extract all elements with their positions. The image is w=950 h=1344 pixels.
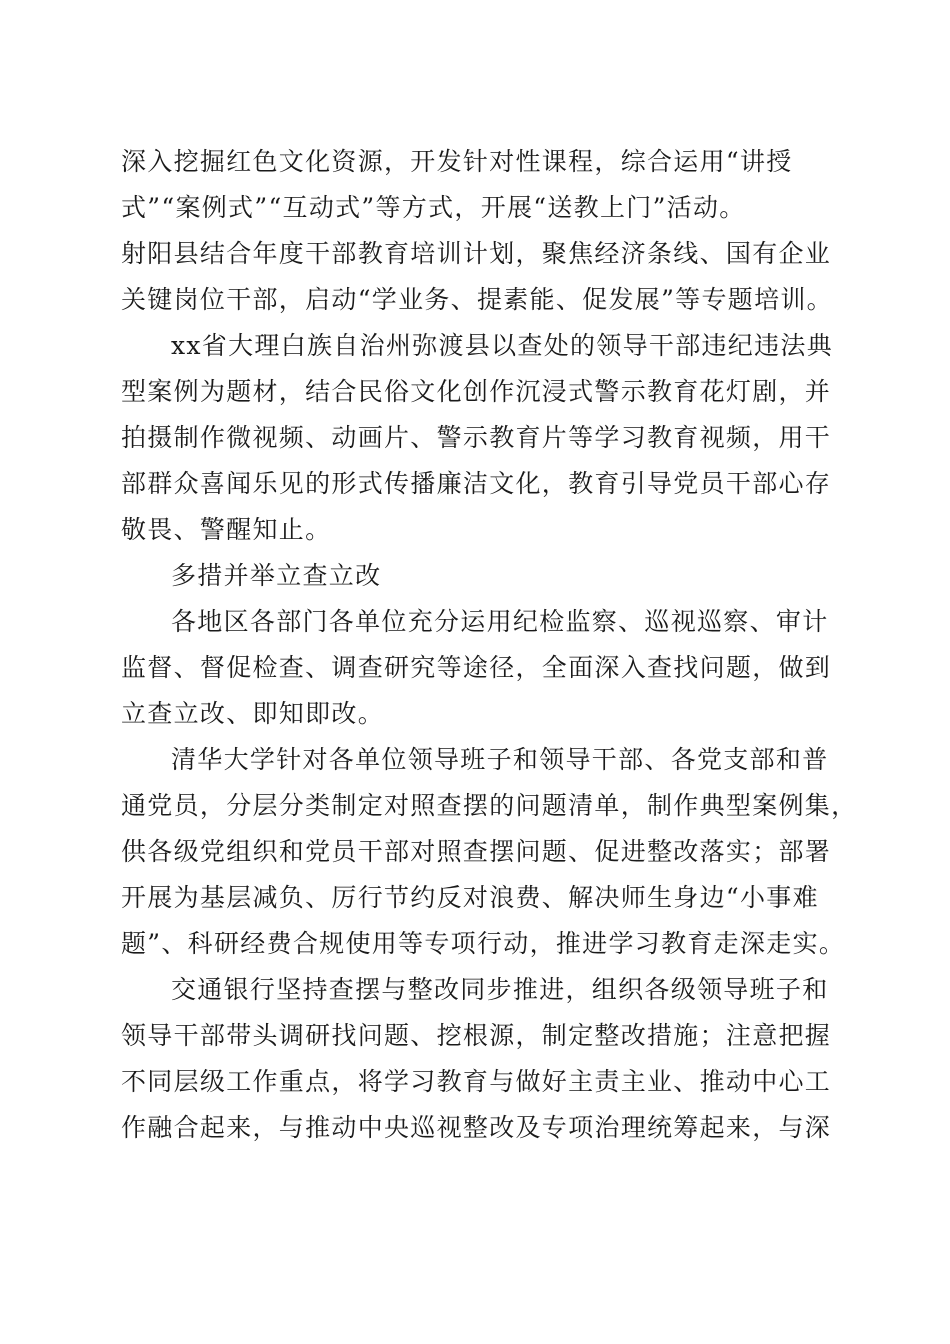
text-line: 不同层级工作重点，将学习教育与做好主责主业、推动中心工 bbox=[121, 1067, 832, 1096]
text-line: 关键岗位干部，启动“学业务、提素能、促发展”等专题培训。 bbox=[121, 285, 833, 314]
text-line: 射阳县结合年度干部教育培训计划，聚焦经济条线、国有企业 bbox=[121, 239, 832, 268]
text-line: 部群众喜闻乐见的形式传播廉洁文化，教育引导党员干部心存 bbox=[121, 469, 832, 498]
section-heading: 多措并举立查立改 bbox=[171, 561, 382, 590]
text-line: 拍摄制作微视频、动画片、警示教育片等学习教育视频，用干 bbox=[121, 423, 832, 452]
text-line: 题”、科研经费合规使用等专项行动，推进学习教育走深走实。 bbox=[121, 929, 846, 958]
text-line: 开展为基层减负、厉行节约反对浪费、解决师生身边“小事难 bbox=[121, 883, 819, 912]
text-line: 监督、督促检查、调查研究等途径，全面深入查找问题，做到 bbox=[121, 653, 832, 682]
paragraph-first-line: 清华大学针对各单位领导班子和领导干部、各党支部和普 bbox=[171, 745, 829, 774]
text-line: 领导干部带头调研找问题、挖根源，制定整改措施；注意把握 bbox=[121, 1021, 832, 1050]
paragraph-first-line: xx省大理白族自治州弥渡县以查处的领导干部违纪违法典 bbox=[171, 331, 834, 360]
text-line: 通党员，分层分类制定对照查摆的问题清单，制作典型案例集， bbox=[121, 791, 858, 820]
text-line: 供各级党组织和党员干部对照查摆问题、促进整改落实；部署 bbox=[121, 837, 832, 866]
paragraph-first-line: 各地区各部门各单位充分运用纪检监察、巡视巡察、审计 bbox=[171, 607, 829, 636]
text-line: 作融合起来，与推动中央巡视整改及专项治理统筹起来，与深 bbox=[121, 1113, 832, 1142]
text-line: 立查立改、即知即改。 bbox=[121, 699, 385, 728]
text-line: 式”“案例式”“互动式”等方式，开展“送教上门”活动。 bbox=[121, 193, 746, 222]
text-line: 深入挖掘红色文化资源，开发针对性课程，综合运用“讲授 bbox=[121, 147, 793, 176]
paragraph-first-line: 交通银行坚持查摆与整改同步推进，组织各级领导班子和 bbox=[171, 975, 829, 1004]
text-line: 敬畏、警醒知止。 bbox=[121, 515, 332, 544]
text-line: 型案例为题材，结合民俗文化创作沉浸式警示教育花灯剧，并 bbox=[121, 377, 832, 406]
